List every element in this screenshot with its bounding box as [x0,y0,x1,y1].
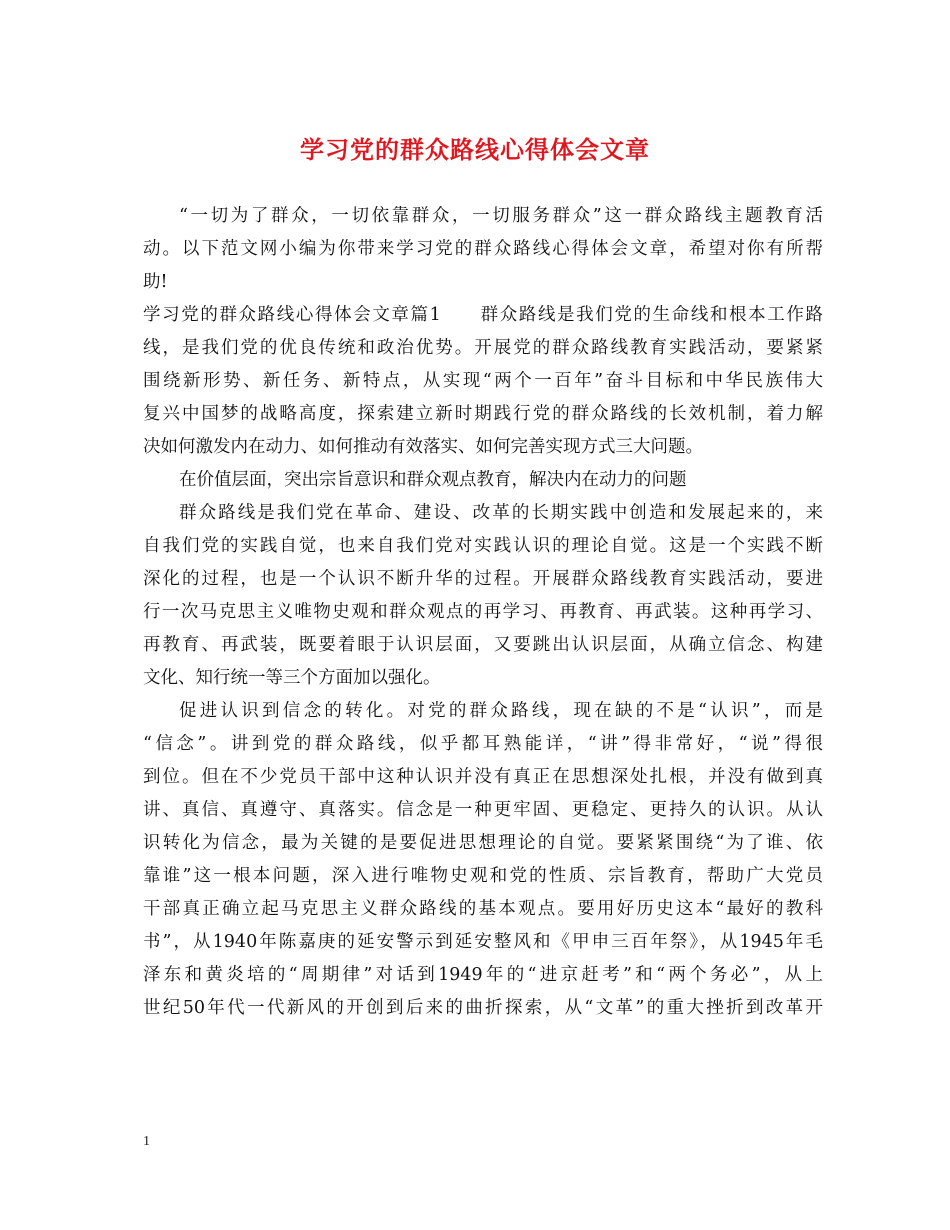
paragraph-line: 识转化为信念，最为关键的是要促进思想理论的自觉。要紧紧围绕“为了谁、依 [143,833,823,853]
paragraph-line: 助! [143,272,168,292]
paragraph-line: 线，是我们党的优良传统和政治优势。开展党的群众路线教育实践活动，要紧紧 [143,338,823,358]
paragraph-line: 自我们党的实践自觉，也来自我们党对实践认识的理论自觉。这是一个实践不断 [143,536,823,556]
paragraph-line: 群众路线是我们党在革命、建设、改革的长期实践中创造和发展起来的，来 [179,503,823,523]
paragraph-line: 围绕新形势、新任务、新特点，从实现“两个一百年”奋斗目标和中华民族伟大 [143,371,823,391]
document-title: 学习党的群众路线心得体会文章 [300,135,650,164]
paragraph-line: 泽东和黄炎培的“周期律”对话到1949年的“进京赶考”和“两个务必”，从上 [143,965,823,985]
paragraph-line: 讲、真信、真遵守、真落实。信念是一种更牢固、更稳定、更持久的认识。从认 [143,800,823,820]
paragraph-line: 行一次马克思主义唯物史观和群众观点的再学习、再教育、再武装。这种再学习、 [143,602,823,622]
section-heading-line: 在价值层面，突出宗旨意识和群众观点教育，解决内在动力的问题 [179,470,687,490]
paragraph-line: 决如何激发内在动力、如何推动有效落实、如何完善实现方式三大问题。 [143,437,703,457]
paragraph-line: 促进认识到信念的转化。对党的群众路线，现在缺的不是“认识”，而是 [179,701,823,721]
paragraph-line: 复兴中国梦的战略高度，探索建立新时期践行党的群众路线的长效机制，着力解 [143,404,823,424]
paragraph-line: 靠谁”这一根本问题，深入进行唯物史观和党的性质、宗旨教育，帮助广大党员 [143,866,823,886]
page-number: 1 [143,1134,150,1149]
paragraph-line: 世纪50年代一代新风的开创到后来的曲折探索，从“文革”的重大挫折到改革开 [143,998,823,1018]
paragraph-line: “一切为了群众，一切依靠群众，一切服务群众”这一群众路线主题教育活 [179,206,823,226]
paragraph-line: 再教育、再武装，既要着眼于认识层面，又要跳出认识层面，从确立信念、构建 [143,635,823,655]
paragraph-line: “信念”。讲到党的群众路线，似乎都耳熟能详，“讲”得非常好，“说”得很 [143,734,823,754]
paragraph-line: 文化、知行统一等三个方面加以强化。 [143,668,441,688]
paragraph-line: 动。以下范文网小编为你带来学习党的群众路线心得体会文章，希望对你有所帮 [143,239,823,259]
paragraph-line: 书”，从1940年陈嘉庚的延安警示到延安整风和《甲申三百年祭》，从1945年毛 [143,932,823,952]
paragraph-line: 干部真正确立起马克思主义群众路线的基本观点。要用好历史这本“最好的教科 [143,899,823,919]
document-body [143,200,823,1025]
paragraph-line: 学习党的群众路线心得体会文章篇1 群众路线是我们党的生命线和根本工作路 [143,305,823,325]
paragraph-line: 深化的过程，也是一个认识不断升华的过程。开展群众路线教育实践活动，要进 [143,569,823,589]
paragraph-line: 到位。但在不少党员干部中这种认识并没有真正在思想深处扎根，并没有做到真 [143,767,823,787]
